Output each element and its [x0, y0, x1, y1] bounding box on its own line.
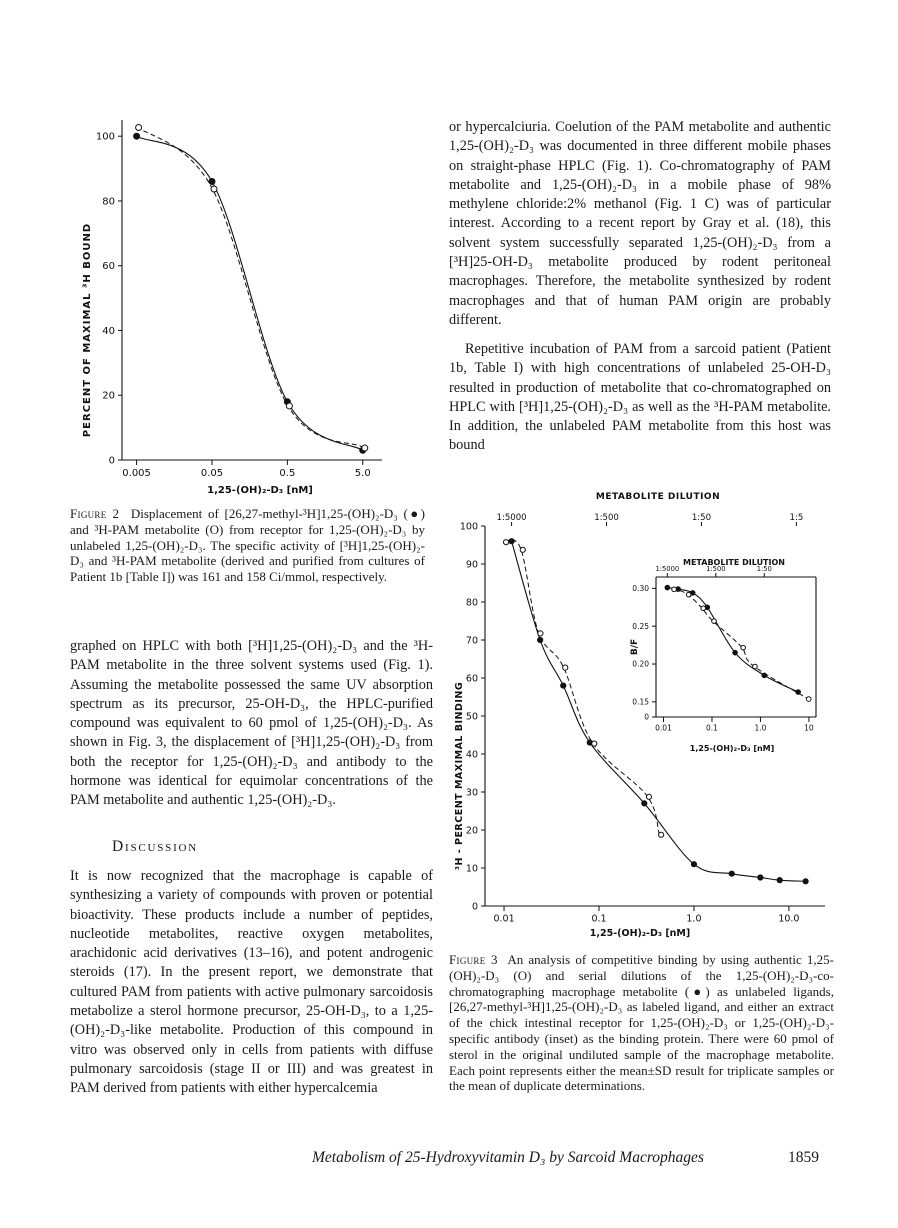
inset-open-point	[753, 664, 758, 669]
fig3-x-tick-label: 10.0	[778, 913, 800, 925]
inset-top-tick-label: 1:50	[756, 565, 772, 573]
figure3-top-axis-title: METABOLITE DILUTION	[595, 492, 721, 502]
fig3-top-tick-label: 1:5	[789, 513, 804, 523]
fig2-x-tick-label: 0.005	[122, 468, 151, 479]
inset-xlabel: 1,25-(OH)₂-D₃ [nM]	[689, 744, 775, 753]
fig2-filled-point	[209, 179, 215, 185]
fig2-open-point	[362, 445, 368, 451]
fig3-open-point	[538, 631, 543, 636]
running-title: Metabolism of 25-Hydroxyvitamin D₃ by Sarcoid Macrophages	[312, 1149, 704, 1166]
figure2-xlabel: 1,25-(OH)₂-D₃ [nM]	[207, 485, 313, 496]
fig2-y-tick-label: 100	[95, 131, 115, 143]
fig3-filled-point	[758, 875, 763, 880]
fig2-open-point	[136, 124, 142, 130]
fig2-open-point	[286, 403, 292, 409]
fig3-filled-point	[509, 539, 514, 544]
inset-y-tick-label: 0.30	[632, 583, 649, 593]
fig3-y-tick-label: 80	[465, 597, 478, 609]
fig2-y-tick-label: 80	[102, 196, 115, 208]
fig2-open-point	[211, 186, 217, 192]
right-column-paragraph-1: or hypercalciuria. Coelution of the PAM metabolite and authentic 1,25-(OH)₂-D₃ was documented in three different mobile phases on straight-phase HPLC (Fig. 1). Co-chromatography of PAM metabolite and 1,25-(OH)₂-D₃ in a mobile phase of 98% methylene chloride:2% methanol (Fig. 1 C) was of particular interest. According to a recent report by Gray et al. (18), this solvent system successfully separated 1,25-(OH)₂-D₃ from a [³H]25-OH-D₃ metabolite produced by rodent peritoneal macrophages. Therefore, the metabolite synthesized by rodent macrophages and that of human PAM origin are probably different.	[449, 119, 831, 328]
fig3-top-tick-label: 1:5000	[496, 513, 527, 523]
figure2-caption	[70, 506, 425, 585]
fig3-x-tick-label: 1.0	[686, 913, 702, 925]
fig3-filled-point	[729, 871, 734, 876]
inset-y-tick-label: 0.25	[632, 621, 649, 631]
fig3-y-tick-label: 100	[459, 521, 478, 533]
figure2-ylabel: PERCENT OF MAXIMAL ³H BOUND	[82, 222, 93, 438]
inset-y-tick-label: 0.15	[632, 697, 649, 707]
fig3-y-tick-label: 30	[465, 787, 478, 799]
fig2-series-open-line	[137, 126, 363, 447]
fig2-x-tick-label: 5.0	[354, 468, 371, 479]
fig3-y-tick-label: 60	[465, 673, 478, 685]
fig3-y-tick-label: 40	[465, 749, 478, 761]
fig2-y-tick-label: 40	[102, 325, 115, 337]
inset-open-point	[686, 592, 691, 597]
fig3-top-tick-label: 1:500	[594, 513, 619, 523]
figure2-plot-area	[96, 120, 382, 479]
fig3-open-point	[503, 540, 508, 545]
right-column-paragraph-2: Repetitive incubation of PAM from a sarcoid patient (Patient 1b, Table I) with high concentrations of unlabeled 25-OH-D₃ resulted in production of metabolite that co-chromatographed on HPLC with [³H]1,25-(OH)₂-D₃ as well as the ³H-PAM metabolite. In addition, the unlabeled PAM metabolite from this host was bound	[449, 341, 831, 454]
inset-x-tick-label: 0.01	[655, 723, 672, 733]
inset-x-tick-label: 1.0	[754, 723, 767, 733]
figure2-caption-label: Figure 2	[70, 506, 120, 521]
inset-top-axis-title: METABOLITE DILUTION	[683, 558, 785, 567]
inset-x-tick-label: 0.1	[706, 723, 718, 733]
page-number: 1859	[788, 1149, 819, 1166]
fig3-open-point	[520, 547, 525, 552]
figure3-caption	[449, 952, 834, 1094]
fig2-y-tick-label: 20	[102, 390, 115, 402]
inset-background	[652, 575, 817, 720]
figure3-caption-label: Figure 3	[449, 952, 498, 967]
fig2-y-tick-label: 60	[102, 261, 115, 273]
inset-open-point	[701, 606, 706, 611]
fig3-open-point	[659, 832, 664, 837]
fig3-filled-point	[642, 801, 647, 806]
figure3-xlabel: 1,25-(OH)₂-D₃ [nM]	[589, 928, 691, 939]
discussion-paragraph: It is now recognized that the macrophage is capable of synthesizing a variety of compounds with proven or potential bioactivity. These products include a number of peptides, nucleotide metabolites, reactive oxygen metabolites, arachidonic acid derivatives (13–16), and potent androgenic steroids (17). In the present report, we demonstrate that cultured PAM from patients with active pulmonary sarcoidosis metabolize a sterol hormone precursor, 25-OH-D₃, to a 1,25-(OH)₂-D₃-like metabolite. Production of this compound in vitro was observed only in cells from patients with diffuse pulmonary sarcoidosis (stage II or III) and was greatest in PAM derived from patients with either hypercalcemia	[70, 868, 433, 1097]
inset-open-point	[672, 587, 677, 592]
figure3-caption-text: An analysis of competitive binding by using authentic 1,25-(OH)₂-D₃ (O) and serial dilutions of the 1,25-(OH)₂-D₃-co-chromatographing macrophage metabolite (●) as unlabeled ligands, [26,27-methyl-³H]1,25-(OH)₂-D₃ as labeled ligand, and either an extract of the chick intestinal receptor for 1,25-(OH)₂-D₃ or 1,25-(OH)₂-D₃-specific antibody (inset) as the binding protein. There were 60 pmol of sterol in the original undiluted sample of the macrophage metabolite. Each point represents either the mean±SD result for triplicate samples or the mean of duplicate determinations.	[449, 952, 834, 1094]
fig3-open-point	[563, 665, 568, 670]
inset-x-tick-label: 10	[804, 723, 814, 733]
fig2-series-filled-line	[137, 136, 363, 450]
left-column-paragraph: graphed on HPLC with both [³H]1,25-(OH)₂-D₃ and the ³H-PAM metabolite in the three solvent systems used (Fig. 1). Assuming the metabolite possessed the same UV absorption spectrum as its precursor, 25-OH-D₃, the HPLC-purified compound was equivalent to 60 pmol of 1,25-(OH)₂-D₃. As shown in Fig. 3, the displacement of [³H]1,25-(OH)₂-D₃ from both the receptor for 1,25-(OH)₂-D₃ and antibody to the hormone was identical for equimolar concentrations of the PAM metabolite and authentic 1,25-(OH)₂-D₃.	[70, 638, 433, 809]
figure3-inset	[632, 565, 817, 733]
figure3-ylabel: ³H - PERCENT MAXIMAL BINDING	[454, 681, 465, 871]
figure3-chart	[440, 486, 840, 944]
fig3-filled-point	[691, 862, 696, 867]
fig3-filled-point	[803, 879, 808, 884]
fig3-y-tick-label: 0	[471, 901, 478, 913]
fig2-filled-point	[134, 133, 140, 139]
inset-open-point	[712, 619, 717, 624]
figure2-chart	[70, 110, 400, 500]
fig3-open-point	[646, 794, 651, 799]
inset-filled-point	[665, 585, 670, 590]
fig2-x-tick-label: 0.5	[279, 468, 296, 479]
fig3-x-tick-label: 0.1	[591, 913, 607, 925]
inset-open-point	[806, 697, 811, 702]
fig3-y-tick-label: 90	[465, 559, 478, 571]
fig3-top-tick-label: 1:50	[691, 513, 712, 523]
fig2-y-tick-label: 0	[108, 455, 115, 467]
figure2-caption-text: Displacement of [26,27-methyl-³H]1,25-(OH)₂-D₃ (●) and ³H-PAM metabolite (O) from receptor for 1,25-(OH)₂-D₃ by unlabeled 1,25-(OH)₂-D₃. The specific activity of [³H]1,25-(OH)₂-D₃ and ³H-PAM metabolite (derived and purified from cultures of Patient 1b [Table I]) was 161 and 158 Ci/mmol, respectively.	[70, 506, 425, 585]
fig3-y-tick-label: 70	[465, 635, 478, 647]
inset-ylabel: B/F	[630, 638, 640, 656]
fig3-filled-point	[561, 683, 566, 688]
inset-top-tick-label: 1:500	[706, 565, 726, 573]
fig3-y-tick-label: 20	[465, 825, 478, 837]
inset-y-tick-label: 0	[644, 712, 649, 722]
fig3-y-tick-label: 10	[465, 863, 478, 875]
inset-y-tick-label: 0.20	[632, 659, 649, 669]
fig2-x-tick-label: 0.05	[200, 468, 224, 479]
inset-top-tick-label: 1:5000	[655, 565, 680, 573]
discussion-heading: Discussion	[112, 838, 199, 855]
fig3-filled-point	[777, 878, 782, 883]
fig3-x-tick-label: 0.01	[493, 913, 515, 925]
inset-open-point	[741, 645, 746, 650]
fig3-y-tick-label: 50	[465, 711, 478, 723]
fig3-open-point	[592, 741, 597, 746]
inset-filled-point	[733, 650, 738, 655]
